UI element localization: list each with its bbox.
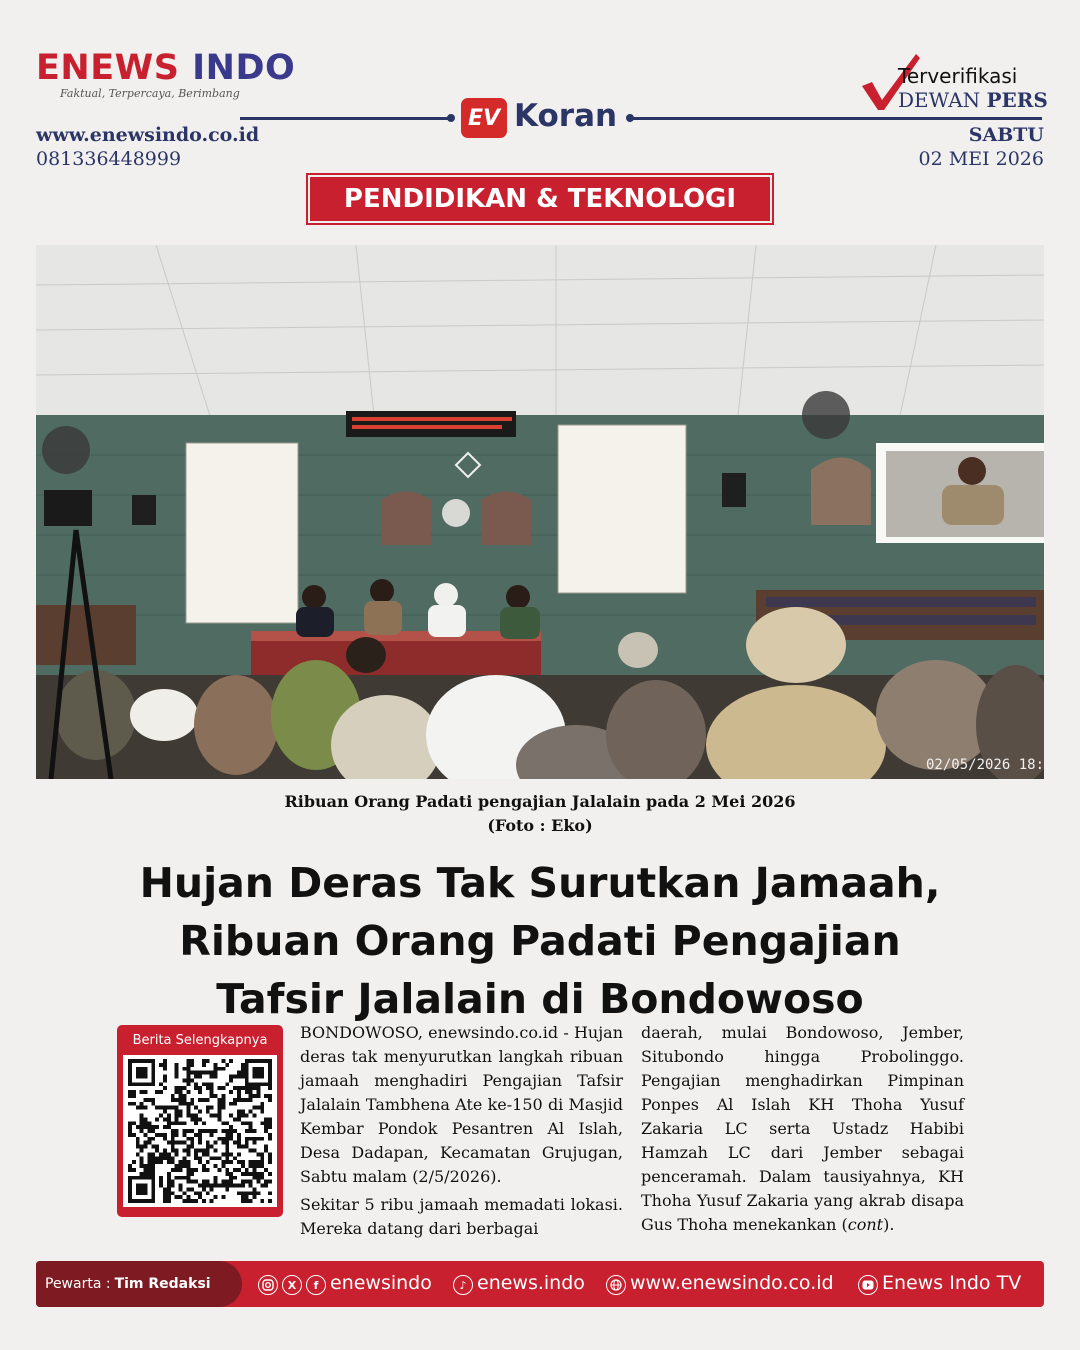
- edition-label: Koran: [514, 98, 618, 134]
- globe-icon[interactable]: [606, 1275, 626, 1295]
- brand-name-part2: INDO: [192, 48, 296, 88]
- footer-website[interactable]: www.enewsindo.co.id: [630, 1272, 834, 1294]
- article-paragraph: Sekitar 5 ribu jamaah memadati lokasi. Mereka datang dari berbagai: [300, 1195, 623, 1238]
- x-icon[interactable]: X: [282, 1275, 302, 1295]
- footer-youtube[interactable]: Enews Indo TV: [882, 1272, 1022, 1294]
- header-website[interactable]: www.enewsindo.co.id: [36, 124, 260, 146]
- headline: [40, 854, 1040, 1028]
- verified-label: Terverifikasi: [898, 64, 1018, 88]
- category-badge: PENDIDIKAN & TEKNOLOGI: [308, 175, 772, 223]
- article-paragraph: BONDOWOSO, enewsindo.co.id - Hujan deras tak menyurutkan langkah ribuan jamaah menghadiri Pengajian Tafsir Jalalain Tambhena Ate ke-150 di Masjid Kembar Pondok Pesantren Al Islah, Desa Dadapan, Kecamatan Grujugan, Sabtu malam (2/5/2026).: [300, 1023, 623, 1186]
- tiktok-icon[interactable]: ♪: [453, 1275, 473, 1295]
- instagram-icon[interactable]: [258, 1275, 278, 1295]
- header-day: SABTU: [968, 124, 1044, 146]
- reporter-name: Tim Redaksi: [114, 1276, 211, 1292]
- reporter-label: Pewarta :: [45, 1276, 111, 1292]
- brand-name-part1: ENEWS: [36, 48, 180, 88]
- pers-label: PERS: [986, 88, 1048, 112]
- facebook-icon[interactable]: f: [306, 1275, 326, 1295]
- article-paragraph: [641, 1021, 964, 1237]
- dewan-pers-label: [898, 88, 1048, 112]
- ev-logo-icon: EV: [461, 98, 507, 138]
- headline-line-1: Hujan Deras Tak Surutkan Jamaah,: [139, 859, 941, 907]
- brand-tagline: Faktual, Terpercaya, Berimbang: [60, 87, 240, 100]
- headline-line-2: Ribuan Orang Padati Pengajian: [179, 917, 901, 965]
- header-phone: 081336448999: [36, 148, 182, 170]
- article-column-1: [300, 1021, 623, 1241]
- photo-caption: Ribuan Orang Padati pengajian Jalalain pada 2 Mei 2026: [284, 792, 796, 811]
- rule-dot-left: [447, 114, 455, 122]
- article-column-2: [641, 1021, 964, 1237]
- headline-line-3: Tafsir Jalalain di Bondowoso: [216, 975, 864, 1023]
- youtube-icon[interactable]: [858, 1275, 878, 1295]
- article-text-end: ).: [883, 1215, 895, 1234]
- footer-social-handle[interactable]: enewsindo: [330, 1272, 432, 1294]
- dewan-label: DEWAN: [898, 88, 981, 112]
- header-rule-left: [240, 117, 450, 120]
- qr-code-icon: [128, 1059, 272, 1203]
- footer-tiktok[interactable]: enews.indo: [477, 1272, 585, 1294]
- qr-code[interactable]: [123, 1055, 277, 1207]
- continued-marker: cont: [847, 1215, 884, 1234]
- qr-code-box[interactable]: [117, 1025, 283, 1217]
- article-photo: [36, 245, 1044, 779]
- mosque-scene-illustration: [36, 245, 1044, 779]
- photo-credit: (Foto : Eko): [487, 816, 593, 835]
- article-text: daerah, mulai Bondowoso, Jember, Situbondo hingga Probolinggo. Pengajian menghadirkan Pimpinan Ponpes Al Islah KH Thoha Yusuf Zakaria LC serta Ustadz Habibi Hamzah LC dari Jember sebagai penceramah. Dalam tausiyahnya, KH Thoha Yusuf Zakaria yang akrab disapa Gus Thoha menekankan (: [641, 1023, 964, 1234]
- reporter-credit: [36, 1261, 242, 1307]
- brand-logo: [36, 48, 295, 88]
- qr-title: Berita Selengkapnya: [132, 1033, 268, 1048]
- header-rule-right: [630, 117, 1042, 120]
- photo-timestamp: 02/05/2026 18:: [926, 757, 1044, 773]
- header-date: 02 MEI 2026: [918, 148, 1044, 170]
